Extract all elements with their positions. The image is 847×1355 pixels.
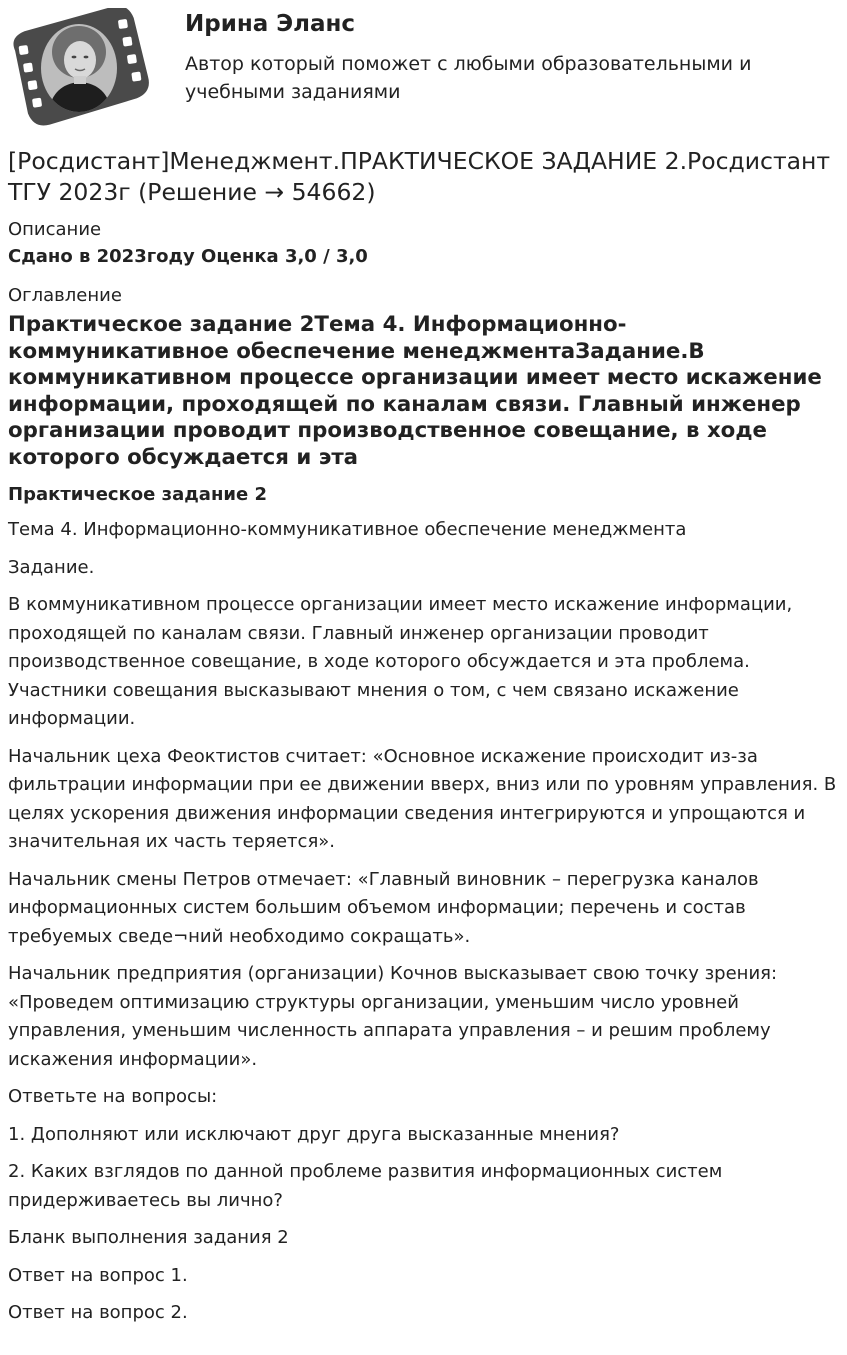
paragraph-topic: Тема 4. Информационно-коммуникативное обеспечение менеджмента bbox=[8, 519, 687, 540]
document-title: [Росдистант]Менеджмент.ПРАКТИЧЕСКОЕ ЗАДАНИЕ 2.Росдистант ТГУ 2023г (Решение → 54662) bbox=[8, 147, 831, 206]
paragraph-answer-1: Ответ на вопрос 1. bbox=[8, 1264, 188, 1286]
author-description: Автор который поможет с любыми образовательными и учебными заданиями bbox=[185, 53, 752, 103]
paragraph-task-label: Задание. bbox=[8, 556, 95, 578]
result-line: Сдано в 2023году Оценка 3,0 / 3,0 bbox=[8, 246, 368, 267]
film-frame-avatar-icon bbox=[8, 8, 150, 126]
paragraph-questions-label: Ответьте на вопросы: bbox=[8, 1086, 218, 1107]
paragraph-opinion-feoktistov: Начальник цеха Феоктистов считает: «Основное искажение происходит из-за фильтрации информации при ее движении вверх, вниз или по уровням управления. В целях ускорения движения информации сведения интегрируются и упрощаются и значительная их часть теряется». bbox=[8, 745, 837, 852]
paragraph-opinion-petrov: Начальник смены Петров отмечает: «Главный виновник – перегрузка каналов информационных систем большим объемом информации; перечень и состав требуемых сведе¬ний необходимо сокращать». bbox=[8, 868, 759, 947]
document-content bbox=[8, 146, 840, 1328]
paragraph-opinion-kochnov: Начальник предприятия (организации) Кочнов высказывает свою точку зрения: «Проведем оптимизацию структуры организации, уменьшим число уровней управления, уменьшим численность аппарата управления – и решим проблему искажения информации». bbox=[8, 963, 778, 1070]
toc-text: Практическое задание 2Тема 4. Информационно-коммуникативное обеспечение менеджментаЗадание.В коммуникативном процессе организации имеет место искажение информации, проходящей по каналам связи. Главный инженер организации проводит производственное совещание, в ходе которого обсуждается и эта bbox=[8, 312, 822, 470]
description-label: Описание bbox=[8, 219, 102, 240]
paragraph-question-2: 2. Каких взглядов по данной проблеме развития информационных систем придерживаетесь вы лично? bbox=[8, 1161, 723, 1211]
toc-label: Оглавление bbox=[8, 285, 122, 306]
paragraph-answer-2: Ответ на вопрос 2. bbox=[8, 1302, 188, 1323]
author-avatar[interactable] bbox=[8, 8, 150, 126]
paragraph-answer-form: Бланк выполнения задания 2 bbox=[8, 1227, 289, 1248]
author-name[interactable]: Ирина Эланс bbox=[185, 11, 356, 37]
paragraph-question-1: 1. Дополняют или исключают друг друга высказанные мнения? bbox=[8, 1123, 620, 1145]
paragraph-task-description: В коммуникативном процессе организации имеет место искажение информации, проходящей по каналам связи. Главный инженер организации проводит производственное совещание, в ходе которого обсуждается и эта проблема. Участники совещания высказывают мнения о том, с чем связано искажение информации. bbox=[8, 594, 793, 729]
body-heading: Практическое задание 2 bbox=[8, 484, 267, 505]
author-header bbox=[0, 0, 847, 140]
